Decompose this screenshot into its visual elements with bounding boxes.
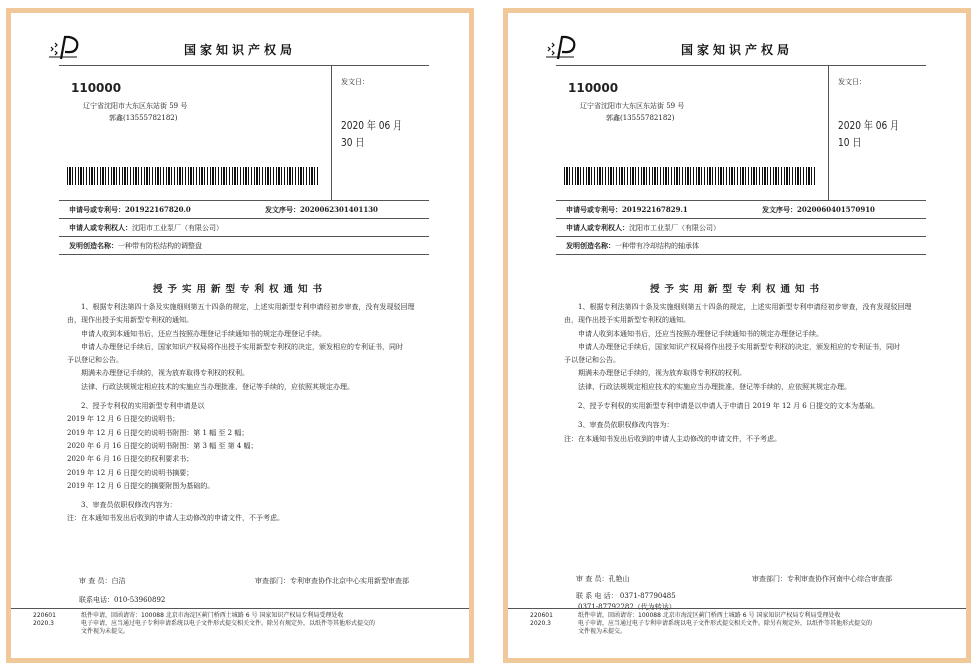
contact-phone: 联系电话：010-53960892 xyxy=(79,596,166,604)
body-line: 2、授予专利权的实用新型专利申请是以申请人于申请日 2019 年 12 月 6 日提交的文本为基础。 xyxy=(578,402,879,411)
body-line: 1、根据专利法第四十条及实施细则第五十四条的规定，上述实用新型专利申请经初步审查，没有发现驳回理 xyxy=(578,303,912,311)
serial-label: 发文序号： xyxy=(762,205,797,214)
applicant: 沈阳市工业泵厂（有限公司） xyxy=(629,224,720,232)
examiner-row xyxy=(79,576,419,587)
body-line: 法律、行政法规规定相应技术的实施应当办理批准、登记等手续的，应依照其规定办理。 xyxy=(578,382,851,391)
serial-no: 2020060401570910 xyxy=(797,205,875,214)
footer-text: 纸件申请，回函请寄：100088 北京市海淀区蓟门桥西土城路 6 号 国家知识产权局专利局受理处收 电子申请，应当通过电子专利申请系统以电子文件形式提交相关文件。除另有规定外，以纸件等其他形式提交的 文件视为未提交。 xyxy=(81,612,376,635)
body-line: 予以登记和公告。 xyxy=(67,356,123,365)
patent-notice-left xyxy=(6,8,474,663)
body-line: 法律、行政法规规定相应技术的实施应当办理批准、登记等手续的，应依照其规定办理。 xyxy=(81,382,354,391)
body-line: 申请人办理登记手续后，国家知识产权局将作出授予实用新型专利权的决定，颁发相应的专利证书，同时 xyxy=(578,342,900,351)
body-line: 2019 年 12 月 6 日提交的说明书； xyxy=(67,415,180,424)
body-line: 由，现作出授予实用新型专利权的通知。 xyxy=(67,316,193,325)
form-code: 220601 2020.3 xyxy=(33,612,56,627)
body-line: 3、审查员依职权修改内容为： xyxy=(578,421,674,430)
applicant-label: 申请人或专利权人： xyxy=(69,223,132,232)
invention-label: 发明创造名称： xyxy=(566,241,615,250)
invention-row xyxy=(556,237,926,255)
invention-label: 发明创造名称： xyxy=(69,241,118,250)
patent-notice-right xyxy=(503,8,971,663)
office-name: 国家知识产权局 xyxy=(183,43,296,57)
postcode: 110000 xyxy=(71,81,122,95)
app-no: 201922167820.0 xyxy=(125,205,191,214)
applicant: 沈阳市工业泵厂（有限公司） xyxy=(132,224,223,232)
form-code: 220601 2020.3 xyxy=(530,612,553,627)
footer-note xyxy=(11,608,469,635)
application-info xyxy=(59,201,429,255)
serial-col xyxy=(265,205,378,216)
body-line: 申请人办理登记手续后，国家知识产权局将作出授予实用新型专利权的决定，颁发相应的专利证书，同时 xyxy=(81,342,403,351)
body-line: 期满未办理登记手续的，视为放弃取得专利权的权利。 xyxy=(578,369,746,378)
notice-title: 授予实用新型专利权通知书 xyxy=(649,284,824,295)
barcode-icon xyxy=(67,167,319,185)
contact-phone-2: 0371-87792282（代为转达） xyxy=(578,603,676,611)
body-line: 1、根据专利法第四十条及实施细则第五十四条的规定，上述实用新型专利申请经初步审查，没有发现驳回理 xyxy=(81,303,415,311)
office-name: 国家知识产权局 xyxy=(680,43,793,57)
examiner: 审 查 员：孔艳山 xyxy=(576,575,630,583)
app-number-row xyxy=(556,201,926,219)
serial-col xyxy=(762,205,875,216)
app-no-label: 申请号或专利号： xyxy=(566,205,622,214)
department: 审查部门：专利审查协作北京中心实用新型审查部 xyxy=(255,577,409,585)
invention-name: 一种带有冷却结构的轴承体 xyxy=(615,242,699,250)
recipient-name: 郭鑫(13555782182) xyxy=(109,114,178,122)
app-no: 201922167829.1 xyxy=(622,205,688,214)
body-line: 由，现作出授予实用新型专利权的通知。 xyxy=(564,316,690,325)
invention-name: 一种带有防松结构的调整盘 xyxy=(118,242,202,250)
applicant-label: 申请人或专利权人： xyxy=(566,223,629,232)
vertical-divider xyxy=(331,65,332,201)
contact-phone: 联 系 电 话： 0371-87790485 xyxy=(576,592,676,600)
body-line: 2020 年 6 月 16 日提交的说明书附图：第 3 幅 至 第 4 幅； xyxy=(67,441,258,450)
body-line: 申请人收到本通知书后，还应当按照办理登记手续通知书的规定办理登记手续。 xyxy=(578,329,823,338)
app-number-row xyxy=(59,201,429,219)
body-line: 注：在本通知书发出后收到的申请人主动修改的申请文件，不予考虑。 xyxy=(67,514,284,523)
department: 审查部门：专利审查协作河南中心综合审查部 xyxy=(752,575,892,583)
recipient-address: 辽宁省沈阳市大东区东站街 59 号 xyxy=(83,102,188,110)
body-line: 予以登记和公告。 xyxy=(564,356,620,365)
postcode: 110000 xyxy=(568,81,619,95)
serial-no: 2020062301401130 xyxy=(300,205,378,214)
footer-text: 纸件申请，回函请寄：100088 北京市海淀区蓟门桥西土城路 6 号 国家知识产权局专利局受理处收 电子申请，应当通过电子专利申请系统以电子文件形式提交相关文件。除另有规定外，以纸件等其他形式提交的 文件视为未提交。 xyxy=(578,612,873,635)
applicant-row xyxy=(556,219,926,237)
examiner-row xyxy=(576,574,916,585)
notice-body xyxy=(564,301,924,446)
contact-row xyxy=(79,595,419,606)
recipient-name: 郭鑫(13555782182) xyxy=(606,114,675,122)
vertical-divider xyxy=(828,65,829,201)
recipient-address: 辽宁省沈阳市大东区东站街 59 号 xyxy=(580,102,685,110)
body-line: 申请人收到本通知书后，还应当按照办理登记手续通知书的规定办理登记手续。 xyxy=(81,329,326,338)
body-line: 2019 年 12 月 6 日提交的说明书附图：第 1 幅 至 2 幅； xyxy=(67,428,249,437)
address-box xyxy=(59,65,429,201)
address-box xyxy=(556,65,926,201)
send-date: 2020 年 06 月 10 日 xyxy=(838,119,900,150)
body-line: 期满未办理登记手续的，视为放弃取得专利权的权利。 xyxy=(81,369,249,378)
body-line: 2019 年 12 月 6 日提交的说明书摘要； xyxy=(67,468,194,477)
contact-row xyxy=(576,591,916,602)
send-date-label: 发文日： xyxy=(838,78,866,86)
application-info xyxy=(556,201,926,255)
app-no-label: 申请号或专利号： xyxy=(69,205,125,214)
applicant-row xyxy=(59,219,429,237)
invention-row xyxy=(59,237,429,255)
notice-title: 授予实用新型专利权通知书 xyxy=(152,284,327,295)
notice-body xyxy=(67,301,427,526)
send-date: 2020 年 06 月 30 日 xyxy=(341,119,403,150)
body-line: 3、审查员依职权修改内容为： xyxy=(81,501,177,510)
examiner: 审 查 员：白洁 xyxy=(79,577,126,585)
barcode-icon xyxy=(564,167,816,185)
body-line: 2019 年 12 月 6 日提交的摘要附图为基础的。 xyxy=(67,481,215,490)
footer-note xyxy=(508,608,966,635)
body-line: 2020 年 6 月 16 日提交的权利要求书； xyxy=(67,455,194,464)
body-line: 2、授予专利权的实用新型专利申请是以 xyxy=(81,402,205,411)
serial-label: 发文序号： xyxy=(265,205,300,214)
body-line: 注：在本通知书发出后收到的申请人主动修改的申请文件，不予考虑。 xyxy=(564,434,781,443)
send-date-label: 发文日： xyxy=(341,78,369,86)
